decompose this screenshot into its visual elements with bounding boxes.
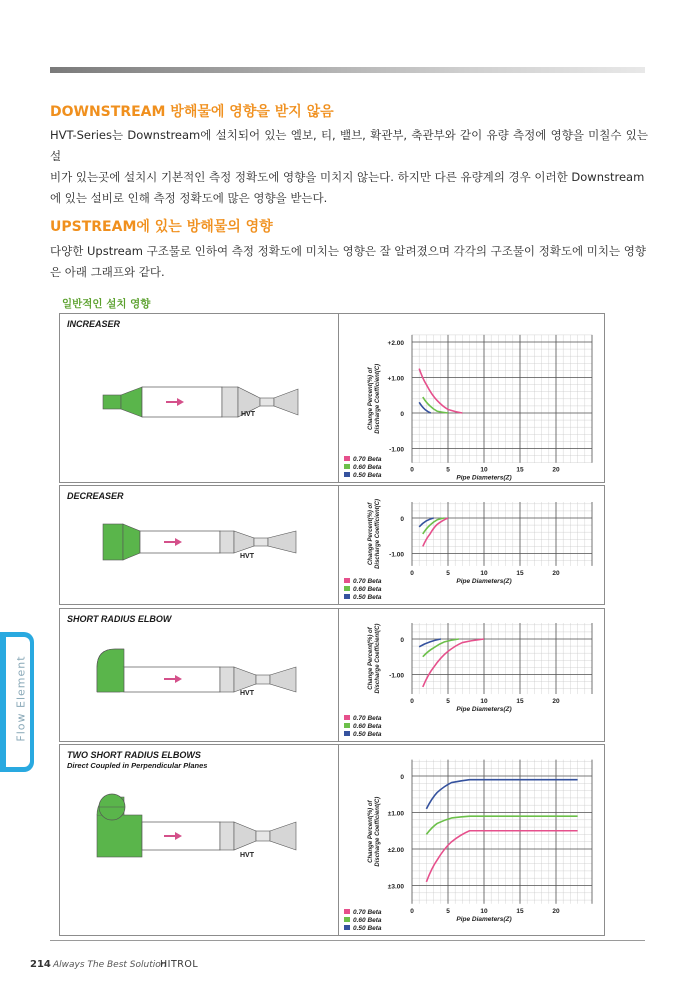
- x-axis-title: Pipe Diameters(Z): [456, 915, 512, 923]
- series-line-beta50: [426, 780, 577, 809]
- y-tick-label: 0: [400, 411, 404, 418]
- hvt-diverging-cone: [270, 667, 296, 692]
- double-elbow-fitting-diagram: [97, 794, 296, 857]
- panel-short-radius-elbow: [59, 608, 605, 742]
- legend-label: 0.60 Beta: [353, 464, 382, 471]
- y-axis-title: Change Percent(%) ofDischarge Coefficient(C): [368, 623, 381, 694]
- hvt-throat: [256, 675, 270, 684]
- x-axis-title: Pipe Diameters(Z): [456, 706, 512, 714]
- paragraph-line: 비가 있는곳에 설치시 기본적인 측정 정확도에 영향을 미치지 않는다. 하지만 다른 유량계의 경우 이러한 Downstream: [50, 170, 645, 184]
- chart-short-radius-elbow: [368, 623, 592, 713]
- hvt-flange: [220, 667, 234, 692]
- hvt-label: HVT: [241, 411, 255, 418]
- series-line-beta60: [426, 816, 577, 834]
- x-tick-label: 10: [480, 907, 488, 915]
- legend-label: 0.50 Beta: [353, 472, 382, 479]
- decreaser-fitting-diagram: [103, 524, 296, 560]
- hvt-throat: [256, 831, 270, 841]
- paragraph-line: 다양한 Upstream 구조물로 인하여 측정 정확도에 미치는 영향은 잘 알려졌으며 각각의 구조물이 정확도에 미치는 영향: [50, 244, 646, 258]
- legend-swatch: [344, 578, 350, 583]
- x-tick-label: 0: [410, 907, 414, 915]
- hvt-diverging-cone: [274, 389, 298, 415]
- inlet-pipe: [103, 395, 121, 409]
- legend-swatch: [344, 586, 350, 591]
- y-tick-label: 0: [400, 637, 404, 644]
- legend-label: 0.70 Beta: [353, 578, 382, 585]
- y-axis-title: Change Percent(%) ofDischarge Coefficient(C): [368, 499, 381, 569]
- panel-decreaser: [59, 485, 605, 605]
- legend-swatch: [344, 723, 350, 728]
- legend-label: 0.70 Beta: [353, 909, 382, 916]
- x-tick-label: 0: [410, 569, 414, 577]
- legend-swatch: [344, 715, 350, 720]
- legend-label: 0.70 Beta: [353, 715, 382, 722]
- hvt-diverging-cone: [268, 531, 296, 553]
- x-axis-title: Pipe Diameters(Z): [456, 577, 512, 585]
- page-number: 214: [30, 959, 51, 970]
- hvt-label: HVT: [240, 852, 254, 859]
- x-tick-label: 5: [446, 907, 450, 915]
- footer-brand: HITROL: [160, 959, 199, 970]
- legend-label: 0.60 Beta: [353, 723, 382, 730]
- footer-rule: [50, 940, 645, 941]
- hvt-converging-cone: [234, 667, 256, 692]
- paragraph-line: HVT-Series는 Downstream에 설치되어 있는 엘보, 티, 밸브, 확관부, 축관부와 같이 유량 측정에 영향을 미칠수 있는 설: [50, 128, 648, 163]
- y-tick-label: 0: [400, 516, 404, 523]
- legend: [344, 909, 382, 932]
- hvt-label: HVT: [240, 690, 254, 697]
- paragraph-upstream: [50, 241, 648, 283]
- elbow-fitting-diagram: [97, 649, 296, 692]
- y-tick-label: 0: [400, 774, 404, 781]
- legend-swatch: [344, 456, 350, 461]
- paragraph-line: 은 아래 그래프와 같다.: [50, 265, 165, 279]
- chart-decreaser: [368, 499, 592, 585]
- x-tick-label: 20: [552, 907, 560, 915]
- x-tick-label: 20: [552, 466, 560, 474]
- hvt-label: HVT: [240, 553, 254, 560]
- legend-label: 0.60 Beta: [353, 917, 382, 924]
- y-tick-label: -1.00: [389, 672, 404, 680]
- legend-label: 0.60 Beta: [353, 586, 382, 593]
- x-tick-label: 15: [516, 466, 524, 474]
- y-tick-label: ±1.00: [387, 810, 404, 818]
- decreaser-cone: [123, 524, 140, 560]
- header-rule: [50, 67, 645, 73]
- y-tick-label: ±3.00: [387, 883, 404, 891]
- legend-swatch: [344, 472, 350, 477]
- hvt-throat: [254, 538, 268, 546]
- legend-swatch: [344, 909, 350, 914]
- legend-swatch: [344, 594, 350, 599]
- footer-slogan: Always The Best Solution: [53, 960, 167, 970]
- y-tick-label: ±2.00: [387, 847, 404, 854]
- inlet-pipe: [103, 524, 123, 560]
- x-tick-label: 5: [446, 569, 450, 577]
- panel-title: TWO SHORT RADIUS ELBOWS: [67, 750, 201, 760]
- hvt-flange: [222, 387, 238, 417]
- x-tick-label: 15: [516, 698, 524, 706]
- legend-label: 0.50 Beta: [353, 731, 382, 738]
- chart-two-short-radius-elbows: [368, 760, 592, 923]
- panel-title: INCREASER: [67, 319, 121, 329]
- panel-title: SHORT RADIUS ELBOW: [67, 614, 172, 624]
- legend-label: 0.50 Beta: [353, 925, 382, 932]
- legend: [344, 578, 382, 601]
- chart-increaser: [368, 335, 592, 482]
- legend: [344, 715, 382, 738]
- x-tick-label: 5: [446, 698, 450, 706]
- legend-label: 0.50 Beta: [353, 594, 382, 601]
- section-title-upstream: UPSTREAM에 있는 방해물의 영향: [50, 219, 273, 235]
- hvt-converging-cone: [234, 531, 254, 553]
- x-tick-label: 10: [480, 466, 488, 474]
- hvt-throat: [260, 398, 274, 406]
- panel-increaser: [59, 313, 605, 483]
- x-tick-label: 15: [516, 569, 524, 577]
- panel-subtitle: Direct Coupled in Perpendicular Planes: [67, 761, 208, 770]
- x-tick-label: 10: [480, 569, 488, 577]
- paragraph-downstream: [50, 125, 648, 209]
- y-tick-label: -1.00: [389, 551, 404, 559]
- y-tick-label: +1.00: [387, 375, 404, 383]
- x-tick-label: 0: [410, 466, 414, 474]
- x-tick-label: 10: [480, 698, 488, 706]
- increaser-cone: [121, 387, 142, 417]
- x-tick-label: 0: [410, 698, 414, 706]
- x-tick-label: 20: [552, 698, 560, 706]
- section-title-downstream: DOWNSTREAM 방해물에 영향을 받지 않음: [50, 104, 334, 120]
- legend-swatch: [344, 464, 350, 469]
- y-tick-label: -1.00: [389, 446, 404, 454]
- x-axis-title: Pipe Diameters(Z): [456, 474, 512, 482]
- x-tick-label: 20: [552, 569, 560, 577]
- panel-two-short-radius-elbows: [59, 744, 605, 936]
- y-axis-title: Change Percent(%) ofDischarge Coefficient(C): [368, 363, 381, 434]
- paragraph-line: 에 있는 설비로 인해 측정 정확도에 많은 영향을 받는다.: [50, 191, 328, 205]
- y-axis-title: Change Percent(%) ofDischarge Coefficient(C): [368, 796, 381, 867]
- x-tick-label: 5: [446, 466, 450, 474]
- hvt-flange: [220, 531, 234, 553]
- legend-swatch: [344, 925, 350, 930]
- panel-title: DECREASER: [67, 491, 124, 501]
- x-tick-label: 15: [516, 907, 524, 915]
- legend-swatch: [344, 731, 350, 736]
- section-tab-label: Flow Element: [14, 655, 28, 742]
- increaser-fitting-diagram: [103, 387, 298, 417]
- legend-swatch: [344, 917, 350, 922]
- legend-label: 0.70 Beta: [353, 456, 382, 463]
- legend: [344, 456, 382, 479]
- lower-elbow: [97, 815, 142, 857]
- y-tick-label: +2.00: [387, 340, 404, 347]
- hvt-diverging-cone: [270, 822, 296, 850]
- subheading-installation-effects: 일반적인 설치 영향: [62, 298, 151, 310]
- hvt-flange: [220, 822, 234, 850]
- hvt-converging-cone: [234, 822, 256, 850]
